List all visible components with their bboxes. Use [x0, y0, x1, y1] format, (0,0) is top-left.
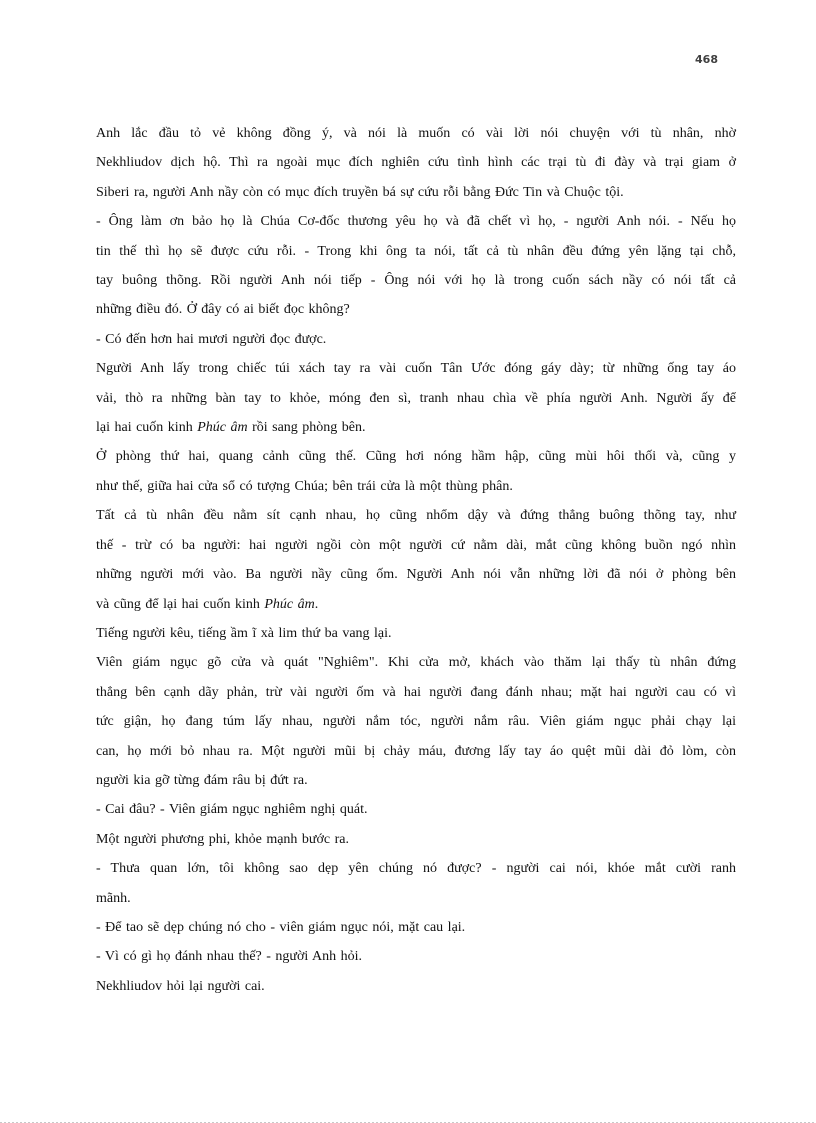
text-line: - Cai đâu? - Viên giám ngục nghiêm nghị quát.	[96, 802, 368, 818]
italic-text: Phúc âm	[197, 420, 248, 436]
text-line: những người mới vào. Ba người nầy cũng ốm. Người Anh nói vẫn những lời đã nói ở phòng bên	[96, 567, 736, 583]
text-line: Tất cả tù nhân đều nằm sít cạnh nhau, họ cũng nhổm dậy và đứng thẳng buông thõng tay, như	[96, 508, 736, 524]
text-line: - Vì có gì họ đánh nhau thế? - người Anh hỏi.	[96, 949, 363, 965]
body-text	[96, 119, 736, 1001]
text-line: tức giận, họ đang túm lấy nhau, người nắm tóc, người nắm râu. Viên giám ngục phải chạy lại	[96, 714, 736, 730]
text-line: can, họ mới bỏ nhau ra. Một người mũi bị chảy máu, đương lấy tay áo quệt mũi dài đỏ lòm, còn	[96, 743, 736, 759]
text-line: người kia gỡ từng đám râu bị đứt ra.	[96, 772, 308, 788]
text-line: mãnh.	[96, 890, 131, 906]
text-line: vải, thò ra những bàn tay to khỏe, móng đen sì, tranh nhau chìa về phía người Anh. Người ấy để	[96, 390, 736, 406]
text-line: như thế, giữa hai cửa sổ có tượng Chúa; bên trái cửa là một thùng phân.	[96, 478, 513, 494]
text-line: Siberi ra, người Anh nầy còn có mục đích truyền bá sự cứu rỗi bằng Đức Tin và Chuộc tội.	[96, 184, 624, 200]
text-line: Anh lắc đầu tỏ vẻ không đồng ý, và nói là muốn có vài lời nói chuyện với tù nhân, nhờ	[96, 126, 736, 141]
text-line: tin thế thì họ sẽ được cứu rỗi. - Trong khi ông ta nói, tất cả tù nhân đều đứng yên lặng tại chỗ,	[96, 243, 736, 259]
text-line: Tiếng người kêu, tiếng ầm ĩ xà lim thứ ba vang lại.	[96, 625, 392, 641]
text-line: Người Anh lấy trong chiếc túi xách tay ra vài cuốn Tân Ước đóng gáy dày; từ những ống tay áo	[96, 361, 736, 377]
text-line: tay buông thõng. Rồi người Anh nói tiếp - Ông nói với họ là trong cuốn sách nầy có nói tất cả	[96, 273, 736, 289]
text-line: Nekhliudov dịch hộ. Thì ra ngoài mục đích nghiên cứu tình hình các trại tù đi đày và trại giam ở	[96, 155, 736, 171]
text-line: những điều đó. Ở đây có ai biết đọc không?	[96, 302, 350, 318]
page-number: 468	[695, 53, 718, 66]
text-line: Ở phòng thứ hai, quang cảnh cũng thế. Cũng hơi nóng hầm hập, cũng mùi hôi thối và, cũng y	[96, 449, 736, 465]
text-line: thẳng bên cạnh dãy phản, trừ vài người ốm và hai người đang đánh nhau; mặt hai người cau có vì	[96, 684, 736, 700]
text-line: - Ông làm ơn bảo họ là Chúa Cơ-đốc thương yêu họ và đã chết vì họ, - người Anh nói. - Nếu họ	[96, 214, 736, 230]
text-line: - Có đến hơn hai mươi người đọc được.	[96, 331, 327, 347]
text-line: Viên giám ngục gõ cửa và quát "Nghiêm". Khi cửa mở, khách vào thăm lại thấy tù nhân đứng	[96, 655, 736, 671]
text-line: Nekhliudov hỏi lại người cai.	[96, 978, 265, 994]
italic-text: Phúc âm	[264, 596, 315, 612]
text-line: - Để tao sẽ dẹp chúng nó cho - viên giám ngục nói, mặt cau lại.	[96, 919, 466, 935]
text-line: lại hai cuốn kinh Phúc âm rồi sang phòng bên.	[96, 420, 366, 436]
text-line: và cũng để lại hai cuốn kinh Phúc âm.	[96, 596, 319, 612]
text-line: Một người phương phi, khỏe mạnh bước ra.	[96, 831, 349, 847]
text-line: thế - trừ có ba người: hai người ngồi còn một người cứ nằm dài, mắt cũng không buồn ngó nhìn	[96, 537, 736, 553]
text-line: - Thưa quan lớn, tôi không sao dẹp yên chúng nó được? - người cai nói, khóe mắt cười ranh	[96, 861, 736, 877]
